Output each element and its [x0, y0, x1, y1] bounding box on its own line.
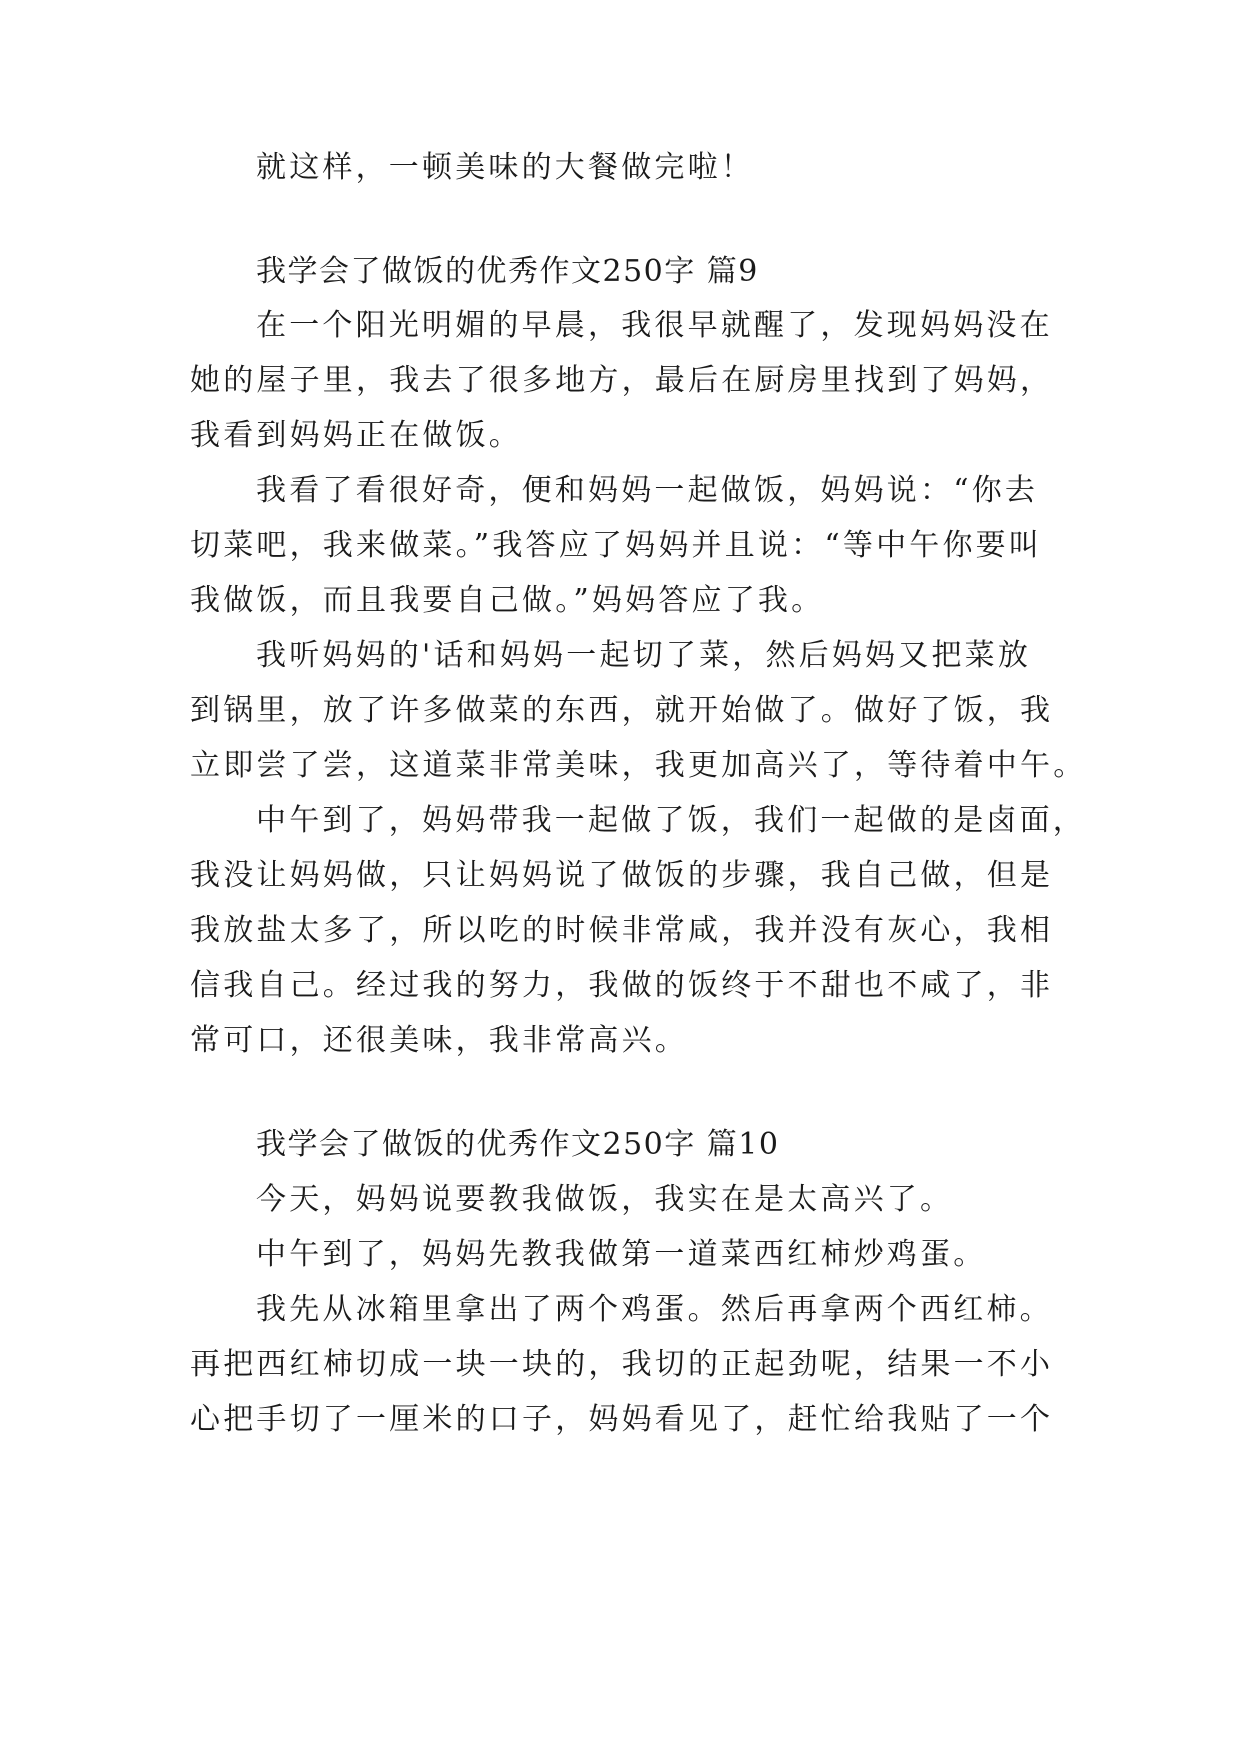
paragraph-line: 我先从冰箱里拿出了两个鸡蛋。然后再拿两个西红柿。 [256, 1292, 1053, 1327]
paragraph-line: 今天，妈妈说要教我做饭，我实在是太高兴了。 [256, 1182, 954, 1217]
paragraph-line: 到锅里，放了许多做菜的东西，就开始做了。做好了饭，我 [190, 693, 1054, 728]
paragraph-line: 切菜吧，我来做菜。”我答应了妈妈并且说：“等中午你要叫 [190, 528, 1043, 563]
paragraph-line: 我没让妈妈做，只让妈妈说了做饭的步骤，我自己做，但是 [190, 858, 1054, 893]
section-heading: 我学会了做饭的优秀作文250字 篇10 [256, 1127, 780, 1162]
paragraph-line: 信我自己。经过我的努力，我做的饭终于不甜也不咸了，非 [190, 968, 1054, 1003]
paragraph-line: 我听妈妈的'话和妈妈一起切了菜，然后妈妈又把菜放 [256, 638, 1032, 673]
paragraph-line: 她的屋子里，我去了很多地方，最后在厨房里找到了妈妈， [190, 363, 1054, 398]
paragraph-line: 再把西红柿切成一块一块的，我切的正起劲呢，结果一不小 [190, 1347, 1054, 1382]
paragraph-line: 就这样，一顿美味的大餐做完啦！ [256, 150, 754, 185]
paragraph-line: 我看到妈妈正在做饭。 [190, 418, 522, 453]
paragraph-line: 我看了看很好奇，便和妈妈一起做饭，妈妈说：“你去 [256, 473, 1039, 508]
paragraph-line: 立即尝了尝，这道菜非常美味，我更加高兴了，等待着中午。 [190, 748, 1087, 783]
paragraph-line: 常可口，还很美味，我非常高兴。 [190, 1023, 688, 1058]
section-heading: 我学会了做饭的优秀作文250字 篇9 [256, 254, 759, 289]
paragraph-line: 中午到了，妈妈带我一起做了饭，我们一起做的是卤面， [256, 803, 1086, 838]
paragraph-line: 中午到了，妈妈先教我做第一道菜西红柿炒鸡蛋。 [256, 1237, 987, 1272]
paragraph-line: 心把手切了一厘米的口子，妈妈看见了，赶忙给我贴了一个 [190, 1402, 1054, 1437]
paragraph-line: 在一个阳光明媚的早晨，我很早就醒了，发现妈妈没在 [256, 308, 1053, 343]
paragraph-line: 我做饭，而且我要自己做。”妈妈答应了我。 [190, 583, 825, 618]
paragraph-line: 我放盐太多了，所以吃的时候非常咸，我并没有灰心，我相 [190, 913, 1054, 948]
